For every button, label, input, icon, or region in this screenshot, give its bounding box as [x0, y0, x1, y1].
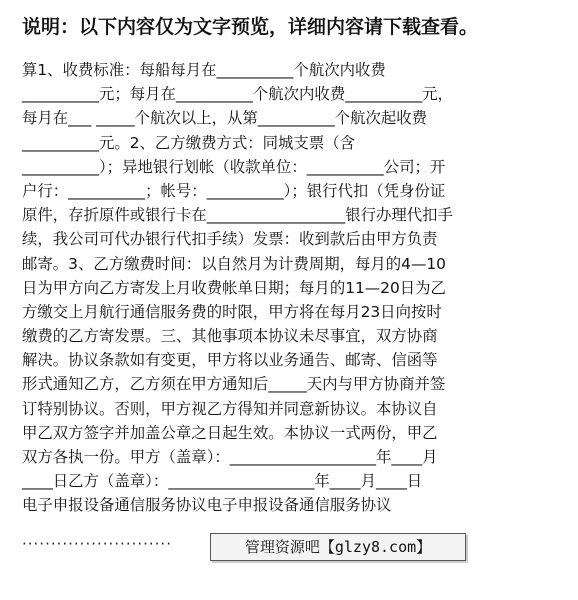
text-line: 邮寄。3、乙方缴费时间：以自然月为计费周期，每月的4—10	[22, 254, 446, 273]
text-line: 解决。协议条款如有变更，甲方将以业务通告、邮寄、信函等	[22, 351, 438, 370]
text-line: 日为甲方向乙方寄发上月收费帐单日期；每月的11—20日为乙	[22, 278, 446, 297]
dotted-leader: ··························	[22, 535, 172, 553]
text-line: 订特别协议。否则，甲方视乙方得知并同意新协议。本协议自	[22, 399, 438, 418]
text-line: __________）；异地银行划帐（收款单位：__________公司；开	[22, 157, 446, 176]
text-line: __________元。2、乙方缴费方式：同城支票（含	[22, 133, 355, 152]
text-line: 双方各执一份。甲方（盖章）：___________________年____月	[22, 448, 438, 466]
text-line: 电子申报设备通信服务协议电子申报设备通信服务协议	[22, 496, 392, 515]
text-line: 原件，存折原件或银行卡在__________________银行办理代扣手	[22, 206, 453, 225]
text-line: 每月在___ _____个航次以上，从第__________个航次起收费	[22, 109, 428, 128]
preview-notice-heading: 说明：以下内容仅为文字预览，详细内容请下载查看。	[22, 16, 479, 38]
agreement-body-text	[22, 58, 562, 518]
text-line: 算1、收费标准：每船每月在__________个航次内收费	[22, 61, 386, 79]
text-line: 缴费的乙方寄发票。三、其他事项本协议未尽事宜，双方协商	[22, 327, 438, 346]
text-line: 户行：__________；帐号：__________）；银行代扣（凭身份证	[22, 181, 446, 200]
text-line: 形式通知乙方，乙方须在甲方通知后_____天内与甲方协商并签	[22, 375, 446, 394]
text-line: 方缴交上月航行通信服务费的时限，甲方将在每月23日向按时	[22, 302, 442, 321]
text-line: ____日乙方（盖章）：___________________年____月____日	[22, 472, 423, 491]
text-line: __________元；每月在__________个航次内收费__________元，	[22, 85, 453, 104]
text-line: 甲乙双方签字并加盖公章之日起生效。本协议一式两份，甲乙	[22, 423, 438, 442]
text-line: 续，我公司可代办银行代扣手续）发票：收到款后由甲方负责	[22, 230, 438, 249]
site-link-button[interactable]: 管理资源吧【glzy8.com】	[210, 533, 466, 561]
